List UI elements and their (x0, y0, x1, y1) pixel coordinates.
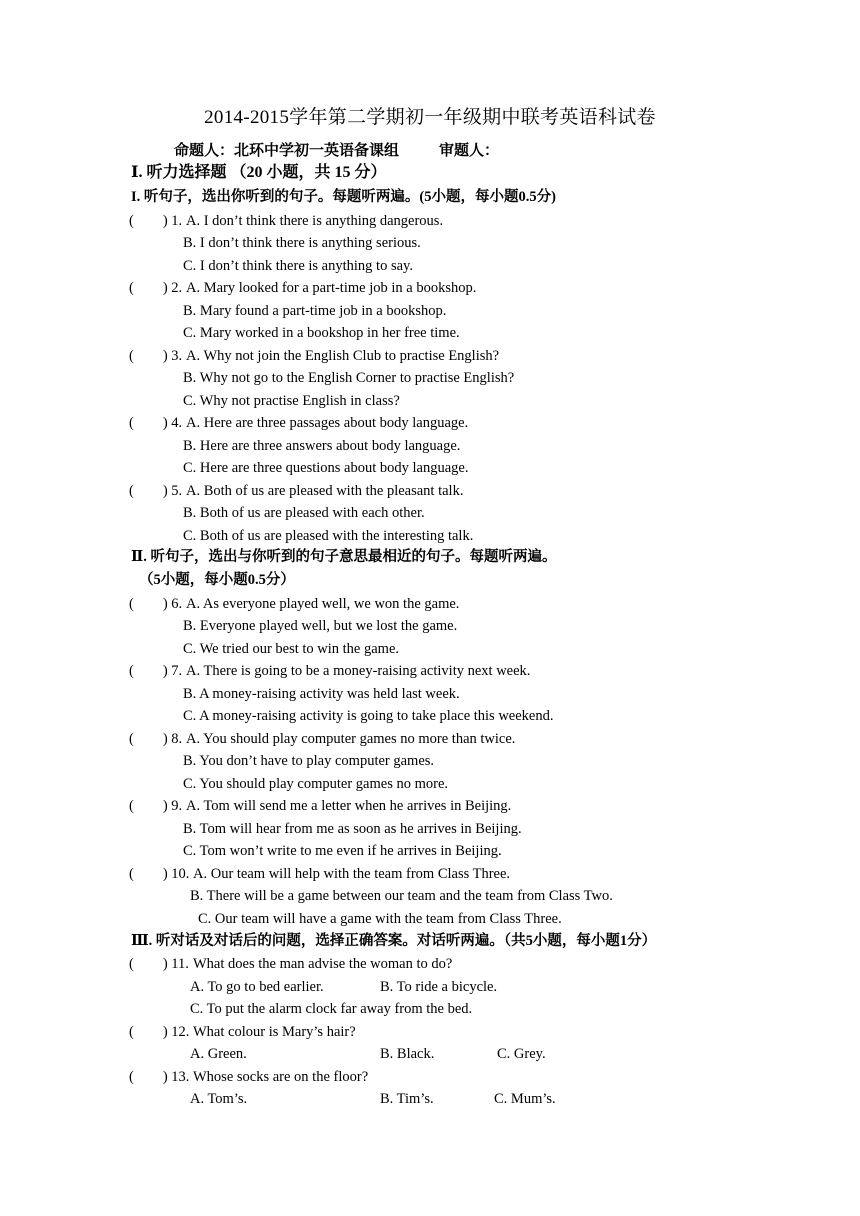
question-number: ( ) 2. (129, 280, 183, 296)
option-c: C. We tried our best to win the game. (183, 641, 400, 657)
exam-title: 2014-2015学年第二学期初一年级期中联考英语科试卷 (204, 107, 656, 128)
option-a: A. Both of us are pleased with the pleasant talk. (186, 483, 464, 499)
section1-heading: I. 听句子，选出你听到的句子。每题听两遍。(5小题，每小题0.5分) (131, 189, 556, 205)
question-number: ( ) 10. (129, 866, 190, 882)
section2-heading: Ⅱ. 听句子，选出与你听到的句子意思最相近的句子。每题听两遍。 (131, 549, 557, 565)
part-title: Ⅰ. 听力选择题 （20 小题，共 15 分） (131, 164, 387, 181)
option-b: B. Mary found a part-time job in a bookshop. (183, 303, 447, 319)
option-a: A. You should play computer games no more than twice. (186, 731, 516, 747)
option-a: A. As everyone played well, we won the game. (186, 596, 460, 612)
option-a: A. Our team will help with the team from Class Three. (193, 866, 511, 882)
option-b: B. Tim’s. (380, 1091, 434, 1107)
option-c: C. Both of us are pleased with the interesting talk. (183, 528, 474, 544)
section2-subheading: （5小题，每小题0.5分） (139, 572, 295, 588)
question-number: ( ) 11. (129, 956, 189, 972)
option-b: B. Here are three answers about body language. (183, 438, 461, 454)
author-line (174, 140, 499, 162)
option-a: A. Why not join the English Club to practise English? (186, 348, 500, 364)
question-number: ( ) 12. (129, 1024, 190, 1040)
option-c: C. You should play computer games no more. (183, 776, 449, 792)
author-label: 命题人：北环中学初一英语备课组 (174, 143, 400, 159)
option-b: B. Why not go to the English Corner to practise English? (183, 370, 515, 386)
option-b: B. A money-raising activity was held last week. (183, 686, 460, 702)
option-b: B. To ride a bicycle. (380, 979, 498, 995)
option-c: C. Tom won’t write to me even if he arrives in Beijing. (183, 843, 502, 859)
option-c: C. Our team will have a game with the team from Class Three. (198, 911, 562, 927)
question-number: ( ) 6. (129, 596, 183, 612)
question-text: Whose socks are on the floor? (193, 1069, 369, 1085)
question-number: ( ) 5. (129, 483, 183, 499)
option-b: B. Both of us are pleased with each other. (183, 505, 425, 521)
option-c: C. Mary worked in a bookshop in her free time. (183, 325, 460, 341)
option-a: A. I don’t think there is anything dangerous. (186, 213, 444, 229)
question-text: What does the man advise the woman to do? (193, 956, 453, 972)
option-c: C. Grey. (497, 1046, 546, 1062)
option-a: A. Here are three passages about body language. (186, 415, 469, 431)
option-c: C. A money-raising activity is going to take place this weekend. (183, 708, 554, 724)
option-c: C. I don’t think there is anything to say. (183, 258, 413, 274)
question-number: ( ) 1. (129, 213, 183, 229)
question-number: ( ) 4. (129, 415, 183, 431)
question-number: ( ) 13. (129, 1069, 190, 1085)
option-b: B. You don’t have to play computer games. (183, 753, 435, 769)
option-c: C. Here are three questions about body language. (183, 460, 469, 476)
option-a: A. Mary looked for a part-time job in a bookshop. (186, 280, 477, 296)
option-b: B. Everyone played well, but we lost the game. (183, 618, 458, 634)
option-b: B. Tom will hear from me as soon as he arrives in Beijing. (183, 821, 522, 837)
question-number: ( ) 7. (129, 663, 183, 679)
question-number: ( ) 3. (129, 348, 183, 364)
section3-heading: Ⅲ. 听对话及对话后的问题，选择正确答案。对话听两遍。（共5小题，每小题1分） (131, 933, 657, 949)
question-text: What colour is Mary’s hair? (193, 1024, 356, 1040)
option-a: A. There is going to be a money-raising activity next week. (186, 663, 531, 679)
option-b: B. Black. (380, 1046, 435, 1062)
option-b: B. I don’t think there is anything serious. (183, 235, 421, 251)
reviewer-label: 审题人： (439, 143, 500, 159)
option-a: A. Green. (190, 1046, 247, 1062)
option-c: C. Why not practise English in class? (183, 393, 400, 409)
option-c: C. To put the alarm clock far away from the bed. (190, 1001, 473, 1017)
option-b: B. There will be a game between our team and the team from Class Two. (190, 888, 613, 904)
question-number: ( ) 9. (129, 798, 183, 814)
option-a: A. Tom’s. (190, 1091, 248, 1107)
option-c: C. Mum’s. (494, 1091, 556, 1107)
option-a: A. To go to bed earlier. (190, 979, 324, 995)
option-a: A. Tom will send me a letter when he arrives in Beijing. (186, 798, 512, 814)
question-number: ( ) 8. (129, 731, 183, 747)
